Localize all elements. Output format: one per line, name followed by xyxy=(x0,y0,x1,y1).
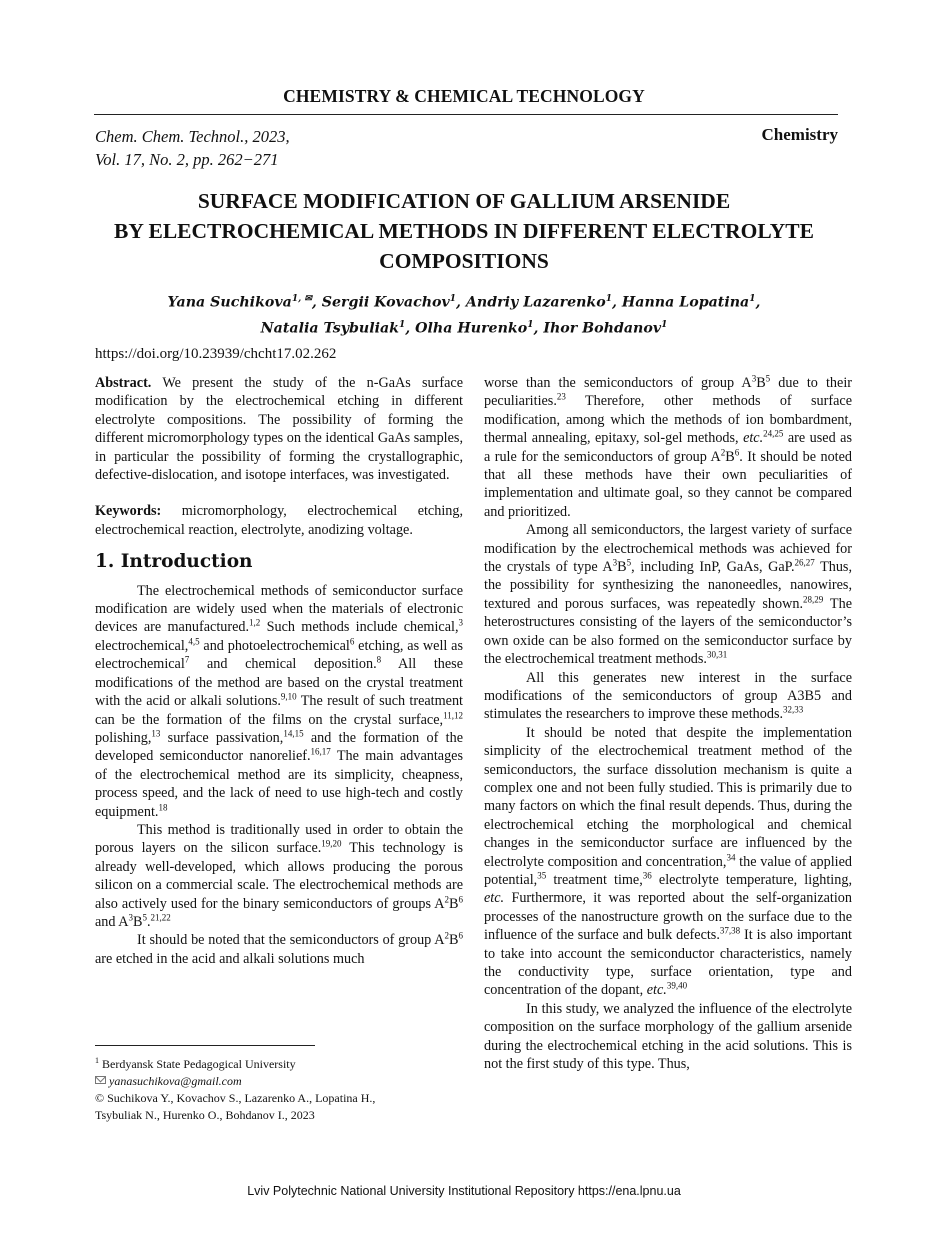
text-run: All these modifications of the method are based on the crystal treatment with the acid or alkali solutions. xyxy=(95,656,463,710)
text-run: The heterostructures consisting of the layers of the semiconductor’s own oxide can be also formed on the semiconductor surface by the electrochemical treatment methods. xyxy=(484,595,852,668)
citation-ref: 5 xyxy=(765,373,771,384)
text-run: B xyxy=(449,932,459,949)
email-link[interactable]: yanasuchikova@gmail.com xyxy=(109,1074,242,1088)
citation-ref: 19,20 xyxy=(321,838,342,849)
left-body xyxy=(95,582,463,969)
affiliation xyxy=(95,1052,455,1073)
citation-ref: 13 xyxy=(151,728,161,739)
italic-text: etc. xyxy=(484,890,505,907)
text-run: and the formation of the developed semiconductor nanorelief. xyxy=(95,729,463,765)
citation-ref: 1,2 xyxy=(249,617,261,628)
citation-ref: 6 xyxy=(458,930,463,941)
body-paragraph xyxy=(484,374,852,521)
author-affiliation-sup: 1 xyxy=(605,294,612,304)
text-run: surface passivation, xyxy=(160,729,284,746)
text-run: . It should be noted that all these methods have their own peculiarities of implementation and ultimate goal, so they cannot be compared and prioritized. xyxy=(484,448,852,520)
text-run: It is also important to take into account the semiconductor characteristics, namely the conductivity type, surface orientation, type and concentration of the dopant, xyxy=(484,927,852,999)
author-affiliation-sup: 1 xyxy=(399,319,406,330)
citation-ref: 6 xyxy=(734,446,740,457)
text-run: treatment time, xyxy=(546,871,643,888)
citation-ref: 3 xyxy=(612,557,618,568)
body-paragraph xyxy=(484,669,852,724)
citation-line-2: Vol. 17, No. 2, pp. 262−271 xyxy=(95,150,279,169)
text-run: and photoelectrochemical xyxy=(199,637,350,654)
italic-text: etc. xyxy=(743,430,764,447)
keywords-label: Keywords: xyxy=(95,503,162,520)
author-name: Andriy Lazarenko xyxy=(465,294,606,311)
text-run: and A xyxy=(95,913,129,930)
author-name: Ihor Bohdanov xyxy=(543,320,662,337)
citation-ref: 2 xyxy=(720,446,726,457)
citation-ref: 35 xyxy=(537,870,547,881)
copyright-line-1: © Suchikova Y., Kovachov S., Lazarenko A., Lopatina H., xyxy=(95,1091,376,1105)
citation-ref: 2 xyxy=(444,893,450,904)
citation-ref: 14,15 xyxy=(283,728,304,739)
text-run: The electrochemical methods of semiconductor surface modification are widely used when the materials of electronic devices are manufactured. xyxy=(95,582,463,636)
citation-ref: 39,40 xyxy=(666,980,688,991)
text-run: electrochemical, xyxy=(95,637,189,654)
citation-ref: 11,12 xyxy=(443,709,463,720)
author-affiliation-sup: 1 xyxy=(749,294,756,304)
citation-ref: 6 xyxy=(458,893,463,904)
author-name: Natalia Tsybuliak xyxy=(260,320,399,337)
text-run: All this generates new interest in the surface modifications of the semiconductors of group A3B5 and stimulates the researchers to improve these methods. xyxy=(484,669,852,723)
text-run: and chemical deposition. xyxy=(189,656,377,673)
text-run: . xyxy=(146,913,151,930)
author-line-2: Natalia Tsybuliak$^1$, Olha Hurenko$^1$, Ihor Bohdanov$^1$ xyxy=(260,319,668,337)
citation-ref: 3 xyxy=(751,373,757,384)
section-heading: 1. Introduction xyxy=(95,551,253,573)
text-run: The main advantages of the electrochemical method are its simplicity, cheapness, process speed, and the lack of need to use high-tech and costly equipment. xyxy=(95,748,463,820)
repository-footer: Lviv Polytechnic National University Institutional Repository https://ena.lpnu.ua xyxy=(247,1184,681,1198)
text-run: B xyxy=(133,913,143,930)
body-paragraph xyxy=(484,521,852,668)
citation-ref: 34 xyxy=(726,851,736,862)
abstract-label: Abstract. xyxy=(95,375,152,391)
footnote-rule xyxy=(95,1045,315,1046)
affiliation-sup: 1 xyxy=(95,1056,99,1065)
right-body xyxy=(484,374,852,1073)
citation-ref: 4,5 xyxy=(188,636,200,647)
text-run: This method is traditionally used in order to obtain the porous layers on the silicon surface. xyxy=(95,821,463,857)
title-line: BY ELECTROCHEMICAL METHODS IN DIFFERENT ELECTROLYTE xyxy=(114,219,814,243)
text-run: due to their peculiarities. xyxy=(484,375,852,410)
text-run: are etched in the acid and alkali solutions much xyxy=(95,950,365,967)
citation-ref: 36 xyxy=(642,870,652,881)
citation-ref: 8 xyxy=(376,654,382,665)
author-affiliation-sup: 1 xyxy=(661,319,668,330)
text-run: B xyxy=(617,559,627,576)
citation-ref: 3 xyxy=(128,912,133,923)
author-name: Hanna Lopatina xyxy=(621,294,750,311)
author-line-1: Yana Suchikova$^{1, ✉}$, Sergii Kovachov$^1$, Andriy Lazarenko$^1$, Hanna Lopatina$^1$, xyxy=(167,294,761,311)
text-run: It should be noted that the semiconductors of group A xyxy=(137,932,445,949)
citation-ref: 21,22 xyxy=(150,912,171,923)
citation-ref: 5 xyxy=(142,912,147,923)
text-run: This technology is already well-developed, which allows producing the porous silicon on a commercial scale. The electrochemical methods are also actively used for the binary semiconductors of groups A xyxy=(95,840,463,912)
author-name: Olha Hurenko xyxy=(415,320,528,337)
citation-ref: 28,29 xyxy=(803,594,824,605)
copyright-line-2: Tsybuliak N., Hurenko O., Bohdanov I., 2023 xyxy=(95,1108,315,1122)
citation-ref: 16,17 xyxy=(310,746,331,757)
citation-ref: 6 xyxy=(349,636,355,647)
journal-name: CHEMISTRY & CHEMICAL TECHNOLOGY xyxy=(283,86,645,106)
keywords-text: micromorphology, electrochemical etching, electrochemical reaction, electrolyte, anodizing voltage. xyxy=(95,503,463,538)
header-rule xyxy=(94,114,838,115)
author-affiliation-sup: 1, ✉ xyxy=(291,294,312,304)
text-run: Such methods include chemical, xyxy=(260,619,459,636)
title-line: SURFACE MODIFICATION OF GALLIUM ARSENIDE xyxy=(197,189,731,213)
text-run: The result of such treatment can be the formation of the films on the crystal surface, xyxy=(95,693,463,728)
citation-ref: 18 xyxy=(158,801,168,812)
abstract-text: We present the study of the n-GaAs surface modification by the electrochemical etching in different electrolyte compositions. The possibility of forming the different micromorphology types on the identical GaAs samples, in particular the possibility of forming the crystallographic, defective-dislocation, and isotope interfaces, was investigated. xyxy=(95,375,463,484)
text-run: Thus, the possibility for synthesizing the nanoneedles, nanowires, textured and porous surfaces, was repeatedly shown. xyxy=(484,559,852,612)
text-run: the value of applied potential, xyxy=(484,853,852,888)
right-column xyxy=(484,374,852,1073)
author-list xyxy=(90,288,838,339)
citation-ref: 24,25 xyxy=(763,428,784,439)
envelope-icon xyxy=(95,1076,106,1084)
title-line: COMPOSITIONS xyxy=(379,249,549,273)
text-run: are used as a rule for the semiconductors of group A xyxy=(484,430,852,465)
text-run: B xyxy=(725,448,735,465)
abstract xyxy=(95,374,463,484)
text-run: polishing, xyxy=(95,729,152,746)
author-affiliation-sup: 1 xyxy=(449,294,457,304)
body-paragraph xyxy=(95,821,463,931)
citation-ref: 37,38 xyxy=(719,925,741,936)
citation-ref: 32,33 xyxy=(783,704,804,715)
text-run: B xyxy=(449,895,459,912)
text-run: Among all semiconductors, the largest variety of surface modification by the electrochemical methods was achieved for the crystals of type A xyxy=(484,522,852,576)
citation-ref: 26,27 xyxy=(794,557,815,568)
citation-ref: 2 xyxy=(444,930,450,941)
email-line xyxy=(95,1073,455,1090)
affiliation-text: Berdyansk State Pedagogical University xyxy=(102,1057,296,1071)
doi-link[interactable]: https://doi.org/10.23939/chcht17.02.262 xyxy=(95,346,337,362)
text-run: worse than the semiconductors of group A xyxy=(484,375,752,391)
text-run: It should be noted that despite the implementation simplicity of the electrochemical treatment method of the semiconductors, the surface dissolution mechanism is quite a complex one and not been fully studied. This is primarily due to many factors on which the final result depends. Thus, during the electrochemical etching the morphological and chemical changes in the semiconductor surface are influenced by the electrolyte composition and concentration, xyxy=(484,724,852,870)
author-name: Yana Suchikova xyxy=(167,294,292,311)
citation-ref: 7 xyxy=(184,654,190,665)
italic-text: etc. xyxy=(646,982,667,999)
text-run: , including InP, GaAs, GaP. xyxy=(631,559,795,576)
keywords xyxy=(95,502,463,539)
paper-title xyxy=(90,186,838,276)
footnotes xyxy=(95,1052,455,1124)
body-paragraph xyxy=(95,931,463,968)
text-run: Therefore, other methods of surface modification, among which the methods of ion bombardment, thermal annealing, epitaxy, sol-gel methods, xyxy=(484,393,852,447)
author-name: Sergii Kovachov xyxy=(321,294,450,311)
citation-ref: 3 xyxy=(458,617,463,628)
category-label: Chemistry xyxy=(761,125,838,144)
citation-line-1: Chem. Chem. Technol., 2023, xyxy=(95,127,290,146)
body-paragraph xyxy=(484,724,852,1000)
text-run: B xyxy=(756,375,766,391)
left-column xyxy=(95,374,463,968)
citation-ref: 23 xyxy=(556,391,566,402)
text-run: Furthermore, it was reported about the self-organization processes of the nanostructure growth on the surface due to the influence of the surface and bulk defects. xyxy=(484,890,852,944)
body-paragraph xyxy=(484,1000,852,1074)
citation-ref: 9,10 xyxy=(280,691,297,702)
body-paragraph xyxy=(95,582,463,821)
citation xyxy=(95,125,290,171)
text-run: In this study, we analyzed the influence of the electrolyte composition on the surface morphology of the gallium arsenide during the electrochemical etching in the acid solutions. This is not the first study of this type. Thus, xyxy=(484,1000,852,1073)
citation-ref: 5 xyxy=(626,557,632,568)
text-run: electrolyte temperature, lighting, xyxy=(651,871,852,888)
text-run: etching, as well as electrochemical xyxy=(95,637,463,673)
citation-ref: 30,31 xyxy=(706,649,728,660)
author-affiliation-sup: 1 xyxy=(527,319,534,330)
